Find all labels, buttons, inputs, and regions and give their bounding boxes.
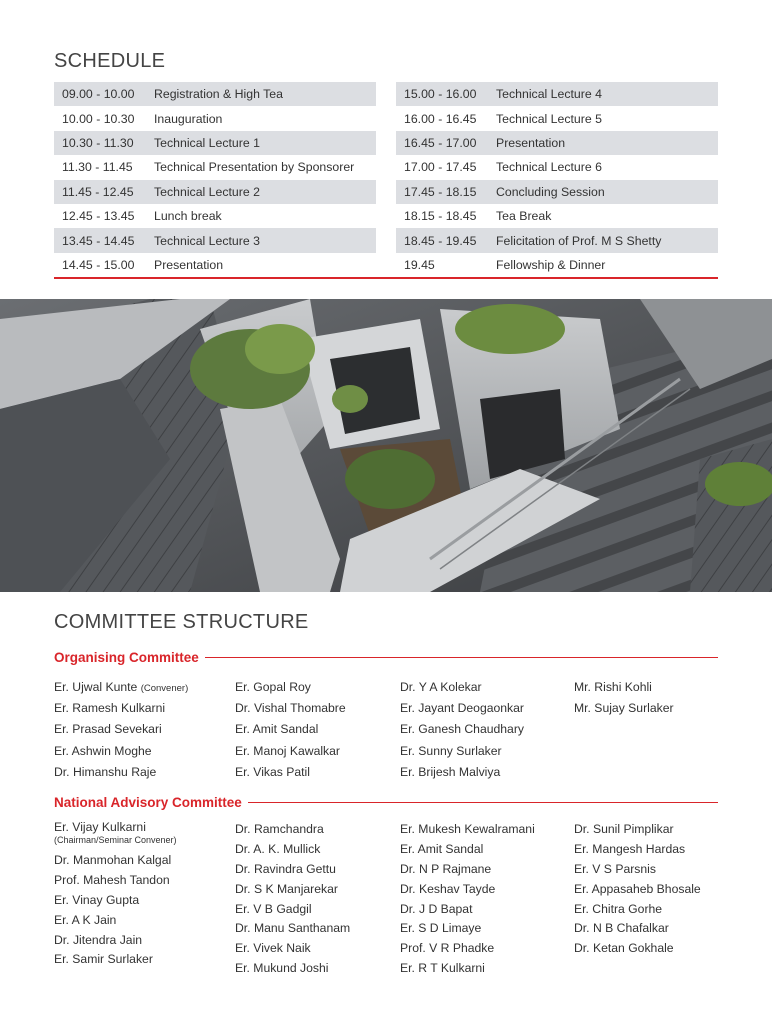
committee-member: Dr. A. K. Mullick (235, 841, 321, 856)
committee-member: Er. Sunny Surlaker (400, 743, 502, 758)
schedule-row (396, 180, 718, 204)
schedule-event: Technical Lecture 5 (496, 111, 602, 126)
committee-member: Er. Chitra Gorhe (574, 901, 663, 916)
committee-member: Er. S D Limaye (400, 921, 482, 936)
committee-member: Dr. N B Chafalkar (574, 921, 669, 936)
committee-member: Dr. S K Manjarekar (235, 881, 338, 896)
schedule-time: 12.45 - 13.45 (62, 209, 135, 224)
schedule-time: 18.15 - 18.45 (404, 209, 477, 224)
organising-column-1 (54, 677, 188, 783)
committee-member: Er. Appasaheb Bhosale (574, 881, 701, 896)
organising-column-3 (400, 677, 524, 783)
schedule-event: Tea Break (496, 209, 552, 224)
schedule-event: Presentation (154, 257, 224, 272)
schedule-title: SCHEDULE (54, 50, 166, 72)
organising-column-2 (235, 677, 346, 783)
organising-convener (54, 677, 188, 698)
schedule-time: 13.45 - 14.45 (62, 233, 135, 248)
schedule-row (54, 253, 376, 277)
committee-member: Dr. Ravindra Gettu (235, 861, 336, 876)
schedule-row (396, 228, 718, 252)
committee-member: Er. Vinay Gupta (54, 892, 140, 907)
committee-member: Er. Manoj Kawalkar (235, 743, 340, 758)
schedule-time: 16.45 - 17.00 (404, 135, 477, 150)
schedule-event: Felicitation of Prof. M S Shetty (496, 233, 662, 248)
schedule-time: 11.45 - 12.45 (62, 184, 134, 199)
schedule-event: Technical Lecture 1 (154, 135, 260, 150)
committee-member: Er. V S Parsnis (574, 861, 656, 876)
schedule-row (54, 180, 376, 204)
committee-member: Dr. Himanshu Raje (54, 764, 157, 779)
schedule-time: 11.30 - 11.45 (62, 160, 133, 175)
committee-member: Dr. Manmohan Kalgal (54, 853, 172, 867)
committee-member: Dr. Sunil Pimplikar (574, 822, 674, 836)
schedule-row (396, 106, 718, 130)
committee-member: Er. Brijesh Malviya (400, 764, 501, 779)
schedule-time: 10.30 - 11.30 (62, 135, 134, 150)
schedule-row (54, 155, 376, 179)
committee-member: Mr. Sujay Surlaker (574, 701, 674, 716)
advisory-column-3 (400, 820, 535, 979)
organising-heading-text: Organising Committee (54, 650, 199, 665)
organising-column-4 (574, 677, 674, 719)
schedule-event: Registration & High Tea (154, 87, 283, 102)
schedule-time: 16.00 - 16.45 (404, 111, 477, 126)
committee-member: Dr. Manu Santhanam (235, 921, 351, 936)
heading-rule (205, 657, 718, 659)
schedule-row (396, 204, 718, 228)
schedule-row (54, 82, 376, 106)
committee-member: Er. Mukesh Kewalramani (400, 822, 535, 836)
advisory-column-1 (54, 820, 177, 970)
committee-member: Prof. Mahesh Tandon (54, 872, 170, 887)
architecture-photo (0, 299, 772, 592)
committee-member: Dr. J D Bapat (400, 901, 473, 916)
schedule-event: Technical Lecture 3 (154, 233, 260, 248)
schedule-time: 17.00 - 17.45 (404, 160, 477, 175)
committee-member: Dr. Keshav Tayde (400, 881, 496, 896)
schedule-time: 10.00 - 10.30 (62, 111, 135, 126)
committee-member: Er. R T Kulkarni (400, 961, 485, 976)
committee-member: Er. Ashwin Moghe (54, 743, 152, 758)
schedule-row (54, 204, 376, 228)
schedule-time: 15.00 - 16.00 (404, 87, 477, 102)
committee-member: Dr. Ketan Gokhale (574, 941, 674, 956)
committee-member: Er. Gopal Roy (235, 680, 311, 694)
schedule-row (54, 228, 376, 252)
committee-member: Er. A K Jain (54, 912, 117, 927)
committee-member: Er. Ganesh Chaudhary (400, 722, 524, 737)
organising-committee-heading (54, 650, 718, 665)
chair-name: Er. Vijay Kulkarni (54, 820, 146, 834)
schedule-event: Concluding Session (496, 184, 605, 199)
committee-member: Mr. Rishi Kohli (574, 680, 652, 694)
schedule-row (396, 253, 718, 277)
schedule-event: Presentation (496, 135, 566, 150)
committee-title: COMMITTEE STRUCTURE (54, 611, 309, 633)
schedule-time: 14.45 - 15.00 (62, 257, 135, 272)
schedule-event: Lunch break (154, 209, 222, 224)
schedule-row (54, 106, 376, 130)
schedule-event: Technical Lecture 2 (154, 184, 260, 199)
schedule-event: Fellowship & Dinner (496, 257, 606, 272)
chair-note: (Chairman/Seminar Convener) (54, 835, 177, 845)
committee-member: Er. Mangesh Hardas (574, 841, 686, 856)
schedule-time: 19.45 (404, 257, 435, 272)
committee-member: Er. Samir Surlaker (54, 952, 153, 967)
committee-member: Dr. Ramchandra (235, 822, 324, 836)
schedule-event: Inauguration (154, 111, 223, 126)
heading-rule (248, 802, 718, 804)
schedule-row (396, 82, 718, 106)
schedule-time: 17.45 - 18.15 (404, 184, 477, 199)
advisory-chair (54, 820, 177, 846)
schedule-row (54, 131, 376, 155)
committee-member: Dr. Y A Kolekar (400, 680, 482, 694)
advisory-heading-text: National Advisory Committee (54, 795, 242, 810)
committee-member: Dr. Jitendra Jain (54, 932, 143, 947)
committee-member: Dr. N P Rajmane (400, 861, 492, 876)
schedule-row (396, 131, 718, 155)
advisory-column-2 (235, 820, 350, 979)
schedule-time: 18.45 - 19.45 (404, 233, 477, 248)
committee-member: Er. Mukund Joshi (235, 961, 329, 976)
advisory-committee-heading (54, 795, 718, 810)
committee-member: Er. Prasad Sevekari (54, 722, 162, 737)
committee-member: Er. Amit Sandal (235, 722, 319, 737)
schedule-event: Technical Lecture 6 (496, 160, 602, 175)
convener-note: (Convener) (140, 683, 189, 694)
committee-member: Er. Amit Sandal (400, 841, 484, 856)
advisory-column-4 (574, 820, 701, 959)
schedule-event: Technical Lecture 4 (496, 87, 602, 102)
schedule-underline (54, 277, 718, 279)
schedule-table-left (54, 82, 376, 277)
committee-member: Er. V B Gadgil (235, 901, 312, 916)
schedule-time: 09.00 - 10.00 (62, 87, 135, 102)
schedule-table-right (396, 82, 718, 277)
committee-member: Er. Vikas Patil (235, 764, 310, 779)
convener-name: Er. Ujwal Kunte (54, 680, 138, 694)
committee-member: Dr. Vishal Thomabre (235, 701, 346, 716)
schedule-event: Technical Presentation by Sponsorer (154, 160, 355, 175)
committee-member: Er. Ramesh Kulkarni (54, 701, 166, 716)
schedule-row (396, 155, 718, 179)
committee-member: Er. Jayant Deogaonkar (400, 701, 524, 716)
committee-member: Prof. V R Phadke (400, 941, 495, 956)
committee-member: Er. Vivek Naik (235, 941, 311, 956)
